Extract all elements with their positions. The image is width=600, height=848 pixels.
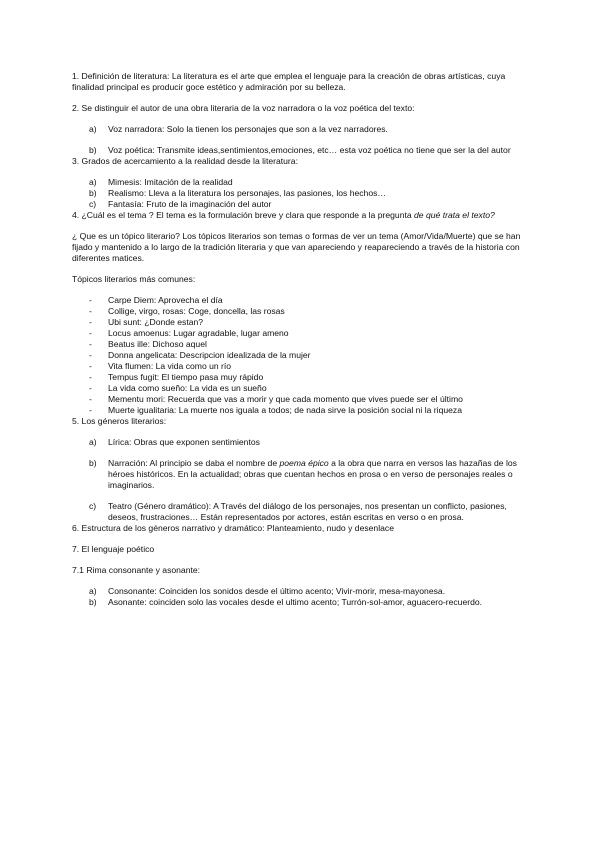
list-item xyxy=(72,437,528,448)
list-item xyxy=(72,458,528,491)
list-item xyxy=(72,188,528,199)
topico-text: Mementu mori: Recuerda que vas a morir y que cada momento que vives puede ser el último xyxy=(108,394,463,404)
list-item-text: Teatro (Género dramático): A Través del diálogo de los personajes, nos presentan un conflicto, pasiones, deseos, frustraciones… Están representados por actores, están escritas en verso o en prosa. xyxy=(108,501,507,522)
list-item xyxy=(72,597,528,608)
topico-item xyxy=(72,306,528,317)
list-marker: b) xyxy=(89,145,97,155)
topico-item xyxy=(72,394,528,405)
dash-marker: - xyxy=(89,383,92,393)
list-marker: c) xyxy=(89,199,97,209)
section-7-1-list xyxy=(72,586,528,608)
section-6-paragraph: 6. Estructura de los géneros narrativo y dramático: Planteamiento, nudo y desenlace xyxy=(72,523,394,533)
dash-marker: - xyxy=(89,295,92,305)
list-item-text: Voz narradora: Solo la tienen los personajes que son a la vez narradores. xyxy=(108,124,388,134)
topico-text: Collige, virgo, rosas: Coge, doncella, las rosas xyxy=(108,306,285,316)
section-3-heading: 3. Grados de acercamiento a la realidad desde la literatura: xyxy=(72,156,298,166)
list-item xyxy=(72,199,528,210)
list-marker: a) xyxy=(89,437,97,447)
topico-item xyxy=(72,361,528,372)
section-4-text: 4. ¿Cuál es el tema ? El tema es la formulación breve y clara que responde a la pregunta xyxy=(72,210,415,220)
topico-item xyxy=(72,339,528,350)
topico-item xyxy=(72,328,528,339)
list-item-text: Asonante: coinciden solo las vocales desde el ultimo acento; Turrón-sol-amor, aguacero-recuerdo. xyxy=(108,597,483,607)
dash-marker: - xyxy=(89,306,92,316)
topico-text: Beatus ille: Dichoso aquel xyxy=(108,339,207,349)
list-item xyxy=(72,586,528,597)
dash-marker: - xyxy=(89,361,92,371)
dash-marker: - xyxy=(89,394,92,404)
topico-text: Vita flumen: La vida como un río xyxy=(108,361,232,371)
topico-item xyxy=(72,405,528,416)
topico-text: Tempus fugit: El tiempo pasa muy rápido xyxy=(108,372,264,382)
list-item xyxy=(72,124,528,135)
topicos-list xyxy=(72,295,528,416)
list-marker: a) xyxy=(89,124,97,134)
list-marker: c) xyxy=(89,501,97,511)
section-2-list xyxy=(72,124,528,156)
topico-definition-paragraph: ¿ Que es un tópico literario? Los tópicos literarios son temas o formas de ver un tema (Amor/Vida/Muerte) que se han fijado y mantenido a lo largo de la tradición literaria y que van apareciendo y reapareciendo a través de la historia con diferentes matices. xyxy=(72,231,521,263)
topico-text: Locus amoenus: Lugar agradable, lugar ameno xyxy=(108,328,289,338)
section-5-heading: 5. Los géneros literarios: xyxy=(72,416,167,426)
section-7-1-heading: 7.1 Rima consonante y asonante: xyxy=(72,565,201,575)
dash-marker: - xyxy=(89,405,92,415)
dash-marker: - xyxy=(89,350,92,360)
section-5-list xyxy=(72,437,528,523)
topico-text: La vida como sueño: La vida es un sueño xyxy=(108,383,267,393)
list-item-text: Realismo: Lleva a la literatura los personajes, las pasiones, los hechos… xyxy=(108,188,387,198)
list-item xyxy=(72,177,528,188)
topico-item xyxy=(72,317,528,328)
topico-item xyxy=(72,350,528,361)
list-item xyxy=(72,501,528,523)
topico-text: Muerte igualitaria: La muerte nos iguala a todos; de nada sirve la posición social ni la riqueza xyxy=(108,405,462,415)
list-item-text: Mimesis: Imitación de la realidad xyxy=(108,177,233,187)
dash-marker: - xyxy=(89,317,92,327)
topico-item xyxy=(72,372,528,383)
list-item-italic: poema épico xyxy=(279,458,329,468)
list-item xyxy=(72,145,528,156)
list-marker: b) xyxy=(89,597,97,607)
list-marker: a) xyxy=(89,586,97,596)
list-item-text: a la obra que narra en versos las hazañas de los héroes históricos. En la actualidad; obras que cuentan hechos en prosa o en verso de personajes reales o imaginarios. xyxy=(108,458,517,490)
section-3-list xyxy=(72,177,528,210)
definition-paragraph: 1. Definición de literatura: La literatura es el arte que emplea el lenguaje para la creación de obras artísticas, cuya finalidad principal es producir goce estético y admiración por su belleza. xyxy=(72,71,506,92)
list-item-text: Fantasía: Fruto de la imaginación del autor xyxy=(108,199,272,209)
list-marker: b) xyxy=(89,188,97,198)
list-item-text: Voz poética: Transmite ideas,sentimientos,emociones, etc… esta voz poética no tiene que ser la del autor xyxy=(108,145,511,155)
section-4-italic: de qué trata el texto? xyxy=(414,210,495,220)
document-page xyxy=(72,71,528,608)
dash-marker: - xyxy=(89,339,92,349)
topico-item xyxy=(72,383,528,394)
section-4-paragraph xyxy=(72,210,528,221)
topico-text: Carpe Diem: Aprovecha el día xyxy=(108,295,223,305)
dash-marker: - xyxy=(89,328,92,338)
section-2-heading: 2. Se distinguir el autor de una obra literaria de la voz narradora o la voz poética del texto: xyxy=(72,103,415,113)
list-item-text: Lírica: Obras que exponen sentimientos xyxy=(108,437,260,447)
list-item-text: Consonante: Coinciden los sonidos desde el último acento; Vivir-morir, mesa-mayonesa. xyxy=(108,586,446,596)
section-7-heading: 7. El lenguaje poético xyxy=(72,544,155,554)
topicos-heading: Tópicos literarios más comunes: xyxy=(72,274,196,284)
topico-item xyxy=(72,295,528,306)
topico-text: Donna angelicata: Descripcion idealizada de la mujer xyxy=(108,350,311,360)
list-marker: b) xyxy=(89,458,97,468)
dash-marker: - xyxy=(89,372,92,382)
topico-text: Ubi sunt: ¿Donde estan? xyxy=(108,317,204,327)
list-item-text: Narración: Al principio se daba el nombre de xyxy=(108,458,280,468)
list-marker: a) xyxy=(89,177,97,187)
